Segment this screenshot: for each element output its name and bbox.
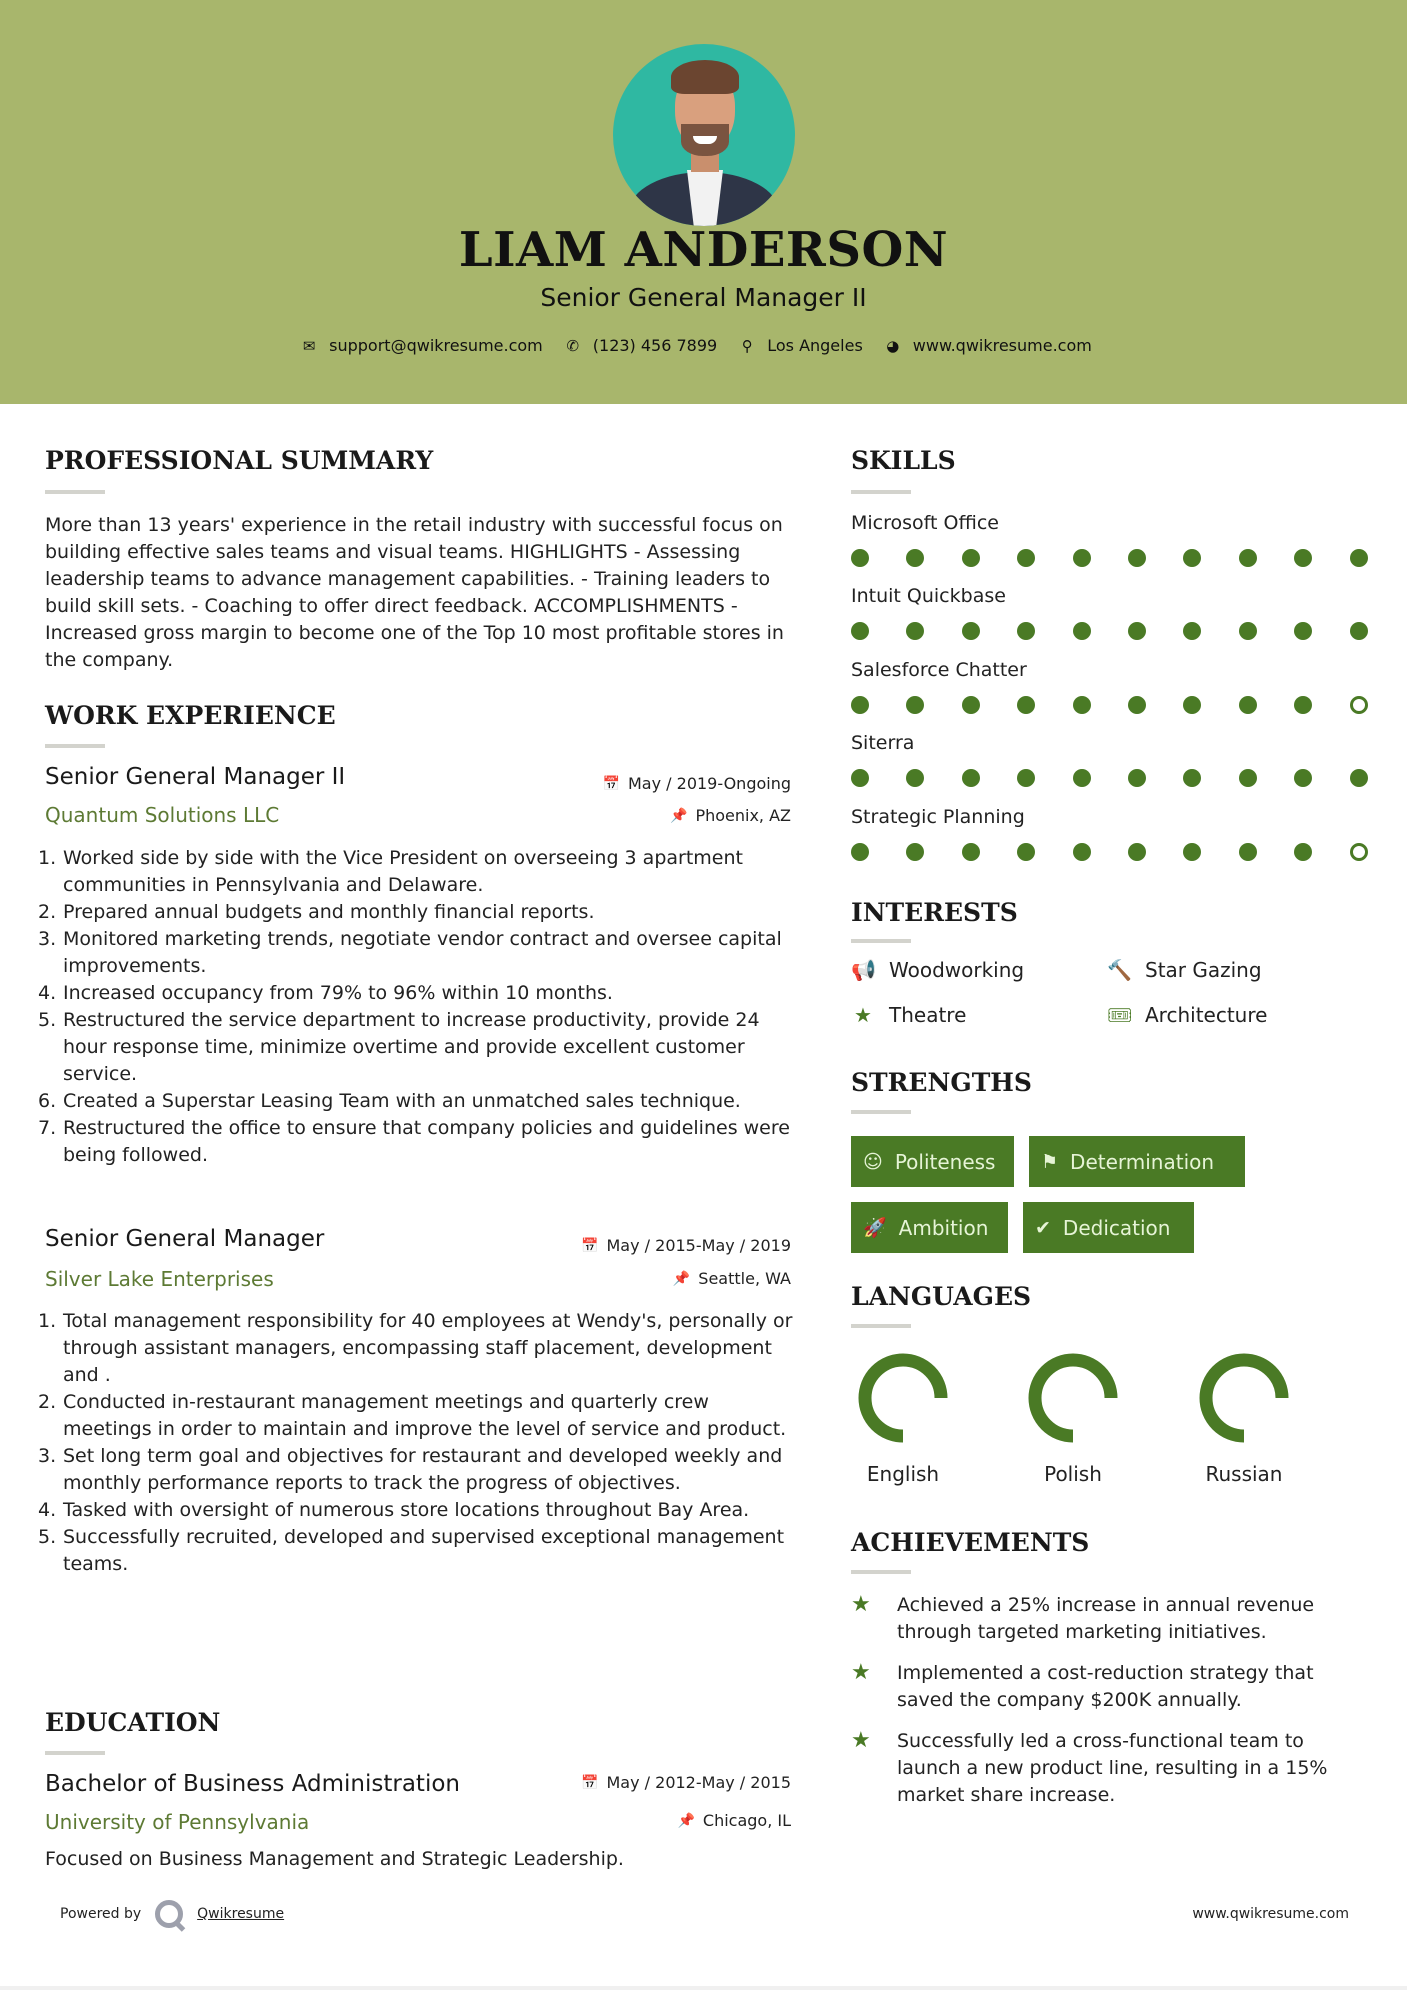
job-location: 📌 Seattle, WA: [672, 1269, 791, 1288]
phone-icon: ✆: [566, 336, 580, 355]
skill-dot-filled: [1239, 769, 1257, 787]
skill-name: Intuit Quickbase: [851, 585, 1006, 607]
language-item: Polish: [1013, 1352, 1133, 1486]
strengths-heading: STRENGTHS: [851, 1068, 1032, 1097]
job-bullets: [38, 1308, 798, 1578]
job-bullets: [38, 845, 798, 1169]
envelope-icon: ✉: [302, 336, 316, 355]
company-name: Silver Lake Enterprises: [45, 1267, 274, 1291]
skill-dot-filled: [1073, 549, 1091, 567]
skill-name: Strategic Planning: [851, 806, 1025, 828]
job-dates: 📅 May / 2015-May / 2019: [581, 1236, 791, 1255]
skill-rating: [851, 769, 1371, 787]
footer-url[interactable]: www.qwikresume.com: [1192, 1906, 1349, 1922]
skill-rating: [851, 549, 1371, 567]
skill-dot-filled: [1017, 696, 1035, 714]
candidate-title: Senior General Manager II: [540, 283, 867, 312]
heading-underline: [45, 744, 105, 748]
skill-name: Microsoft Office: [851, 512, 999, 534]
skill-dot-filled: [851, 843, 869, 861]
interest-item: 🎟 Architecture: [1107, 1003, 1268, 1027]
smile-icon: ☺: [863, 1150, 883, 1173]
skill-dot-filled: [1017, 843, 1035, 861]
list-item: 1. Worked side by side with the Vice President on overseeing 3 apartment communities in Pennsylvania and Delaware.: [38, 847, 743, 896]
skill-dot-filled: [962, 843, 980, 861]
qwikresume-link[interactable]: Qwikresume: [197, 1906, 285, 1922]
skill-dot-filled: [1017, 622, 1035, 640]
skill-dot-filled: [1294, 622, 1312, 640]
strength-badge: ✔ Dedication: [1023, 1202, 1194, 1253]
skill-dot-filled: [1183, 622, 1201, 640]
skill-dot-filled: [1073, 696, 1091, 714]
megaphone-icon: 📢: [851, 958, 876, 982]
shooting-star-icon: ★: [851, 1728, 871, 1753]
profile-photo: [613, 44, 795, 226]
achievements-heading: ACHIEVEMENTS: [851, 1528, 1090, 1557]
education-dates: 📅 May / 2012-May / 2015: [581, 1773, 791, 1792]
skill-dot-empty: [1350, 696, 1368, 714]
qwikresume-logo-icon: [155, 1900, 183, 1928]
skill-dot-filled: [1239, 549, 1257, 567]
skill-dot-filled: [962, 696, 980, 714]
list-item: 5. Successfully recruited, developed and supervised exceptional management teams.: [38, 1526, 785, 1575]
list-item: 4. Increased occupancy from 79% to 96% within 10 months.: [38, 982, 613, 1004]
contact-location: ⚲ Los Angeles: [739, 336, 863, 355]
skill-name: Siterra: [851, 732, 915, 754]
skill-dot-filled: [1128, 769, 1146, 787]
ticket-icon: 🎟: [1107, 1003, 1133, 1027]
school-name: University of Pennsylvania: [45, 1810, 310, 1834]
strength-badge: 🚀 Ambition: [851, 1202, 1008, 1253]
calendar-icon: 📅: [602, 775, 620, 792]
language-item: English: [843, 1352, 963, 1486]
skill-dot-filled: [1294, 549, 1312, 567]
skill-dot-filled: [1073, 769, 1091, 787]
summary-heading: PROFESSIONAL SUMMARY: [45, 446, 434, 475]
skill-rating: [851, 696, 1371, 714]
experience-heading: WORK EXPERIENCE: [45, 701, 336, 730]
skill-dot-filled: [962, 769, 980, 787]
skill-dot-filled: [962, 622, 980, 640]
skill-dot-filled: [1128, 696, 1146, 714]
skill-dot-filled: [1294, 769, 1312, 787]
skill-dot-filled: [1073, 843, 1091, 861]
achievement-item: ★ Achieved a 25% increase in annual revenue through targeted marketing initiatives.: [851, 1592, 1315, 1643]
skill-dot-filled: [906, 622, 924, 640]
language-item: Russian: [1184, 1352, 1304, 1486]
star-icon: ★: [854, 1003, 872, 1027]
skill-dot-filled: [1294, 843, 1312, 861]
map-marker-icon: ⚲: [741, 336, 753, 355]
skill-dot-filled: [1128, 549, 1146, 567]
skill-dot-filled: [1017, 769, 1035, 787]
skill-dot-filled: [906, 549, 924, 567]
skill-dot-filled: [1350, 769, 1368, 787]
degree-title: Bachelor of Business Administration: [45, 1771, 460, 1797]
skill-dot-filled: [1183, 549, 1201, 567]
skill-dot-filled: [1239, 843, 1257, 861]
skill-dot-empty: [1350, 843, 1368, 861]
shooting-star-icon: ★: [851, 1660, 871, 1685]
skills-heading: SKILLS: [851, 446, 956, 475]
pushpin-icon: 📌: [677, 1812, 695, 1829]
skill-rating: [851, 843, 1371, 861]
skill-dot-filled: [1294, 696, 1312, 714]
education-heading: EDUCATION: [45, 1708, 221, 1737]
list-item: 3. Monitored marketing trends, negotiate vendor contract and oversee capital improvements.: [38, 928, 782, 977]
page-bottom-divider: [0, 1986, 1407, 1990]
skill-dot-filled: [1183, 696, 1201, 714]
heading-underline: [45, 1751, 105, 1755]
language-progress-ring: [857, 1352, 949, 1444]
strength-badge: ☺ Politeness: [851, 1136, 1014, 1187]
candidate-name: LIAM ANDERSON: [458, 222, 949, 278]
job-title: Senior General Manager II: [45, 764, 346, 790]
heading-underline: [851, 490, 911, 494]
skill-dot-filled: [962, 549, 980, 567]
calendar-icon: 📅: [581, 1237, 599, 1254]
list-item: 2. Prepared annual budgets and monthly financial reports.: [38, 901, 595, 923]
company-name: Quantum Solutions LLC: [45, 803, 280, 827]
skill-dot-filled: [851, 622, 869, 640]
heading-underline: [45, 490, 105, 494]
list-item: 2. Conducted in-restaurant management meetings and quarterly crew meetings in order to maintain and improve the level of service and product.: [38, 1391, 787, 1440]
languages-heading: LANGUAGES: [851, 1282, 1032, 1311]
skill-dot-filled: [1183, 769, 1201, 787]
list-item: 7. Restructured the office to ensure that company policies and guidelines were being followed.: [38, 1117, 790, 1166]
calendar-icon: 📅: [581, 1774, 599, 1791]
skill-dot-filled: [1128, 843, 1146, 861]
list-item: 5. Restructured the service department to increase productivity, provide 24 hour response time, minimize overtime and provide excellent customer service.: [38, 1009, 760, 1085]
check-circle-icon: ✔: [1035, 1216, 1051, 1239]
heading-underline: [851, 1570, 911, 1574]
skill-dot-filled: [1017, 549, 1035, 567]
language-progress-ring: [1027, 1352, 1119, 1444]
pushpin-icon: 📌: [670, 807, 688, 824]
heading-underline: [851, 1324, 911, 1328]
achievement-item: ★ Implemented a cost-reduction strategy that saved the company $200K annually.: [851, 1660, 1314, 1711]
resume-header: [0, 0, 1407, 404]
job-location: 📌 Phoenix, AZ: [670, 806, 791, 825]
interest-item: 🔨 Star Gazing: [1107, 958, 1262, 982]
skill-dot-filled: [906, 843, 924, 861]
education-description: Focused on Business Management and Strategic Leadership.: [45, 1848, 624, 1870]
gavel-icon: 🔨: [1107, 958, 1132, 982]
contact-email[interactable]: ✉ support@qwikresume.com: [302, 336, 543, 355]
flag-checkered-icon: ⚑: [1041, 1150, 1059, 1173]
shooting-star-icon: ★: [851, 1592, 871, 1617]
rocket-icon: 🚀: [863, 1217, 887, 1239]
skill-dot-filled: [851, 696, 869, 714]
heading-underline: [851, 1110, 911, 1114]
skill-dot-filled: [851, 769, 869, 787]
skill-dot-filled: [1239, 622, 1257, 640]
skill-dot-filled: [1073, 622, 1091, 640]
strength-badge: ⚑ Determination: [1029, 1136, 1245, 1187]
list-item: 4. Tasked with oversight of numerous store locations throughout Bay Area.: [38, 1499, 750, 1521]
skill-dot-filled: [1350, 622, 1368, 640]
achievement-item: ★ Successfully led a cross-functional team to launch a new product line, resulting in a 15% market share increase.: [851, 1728, 1328, 1806]
skill-dot-filled: [1239, 696, 1257, 714]
skill-rating: [851, 622, 1371, 640]
skill-dot-filled: [906, 769, 924, 787]
job-title: Senior General Manager: [45, 1226, 325, 1252]
list-item: 3. Set long term goal and objectives for restaurant and developed weekly and monthly performance reports to track the progress of objectives.: [38, 1445, 783, 1494]
list-item: 6. Created a Superstar Leasing Team with an unmatched sales technique.: [38, 1090, 741, 1112]
skill-dot-filled: [1183, 843, 1201, 861]
skill-dot-filled: [1128, 622, 1146, 640]
language-progress-ring: [1198, 1352, 1290, 1444]
interest-item: 📢 Woodworking: [851, 958, 1025, 982]
interest-item: ★ Theatre: [851, 1003, 966, 1027]
summary-text: More than 13 years' experience in the retail industry with successful focus on building effective sales teams and visual teams. HIGHLIGHTS - Assessing leadership teams to advance management capabilities. - Training leaders to build skill sets. - Coaching to offer direct feedback. ACCOMPLISHMENTS - Increased gross margin to become one of the Top 10 most profitable stores in the company.: [45, 514, 784, 671]
heading-underline: [851, 939, 911, 943]
contact-website[interactable]: ◕ www.qwikresume.com: [886, 336, 1092, 355]
powered-by: Powered by Qwikresume: [60, 1900, 284, 1928]
pushpin-icon: 📌: [672, 1270, 691, 1287]
list-item: 1. Total management responsibility for 40 employees at Wendy's, personally or through assistant managers, encompassing staff placement, development and .: [38, 1310, 793, 1386]
education-location: 📌 Chicago, IL: [677, 1811, 791, 1830]
globe-icon: ◕: [886, 336, 900, 355]
contact-bar: [0, 336, 1407, 355]
job-dates: 📅 May / 2019-Ongoing: [602, 774, 791, 793]
skill-dot-filled: [906, 696, 924, 714]
skill-dot-filled: [1350, 549, 1368, 567]
contact-phone[interactable]: ✆ (123) 456 7899: [566, 336, 718, 355]
interests-heading: INTERESTS: [851, 898, 1018, 927]
skill-dot-filled: [851, 549, 869, 567]
skill-name: Salesforce Chatter: [851, 659, 1027, 681]
